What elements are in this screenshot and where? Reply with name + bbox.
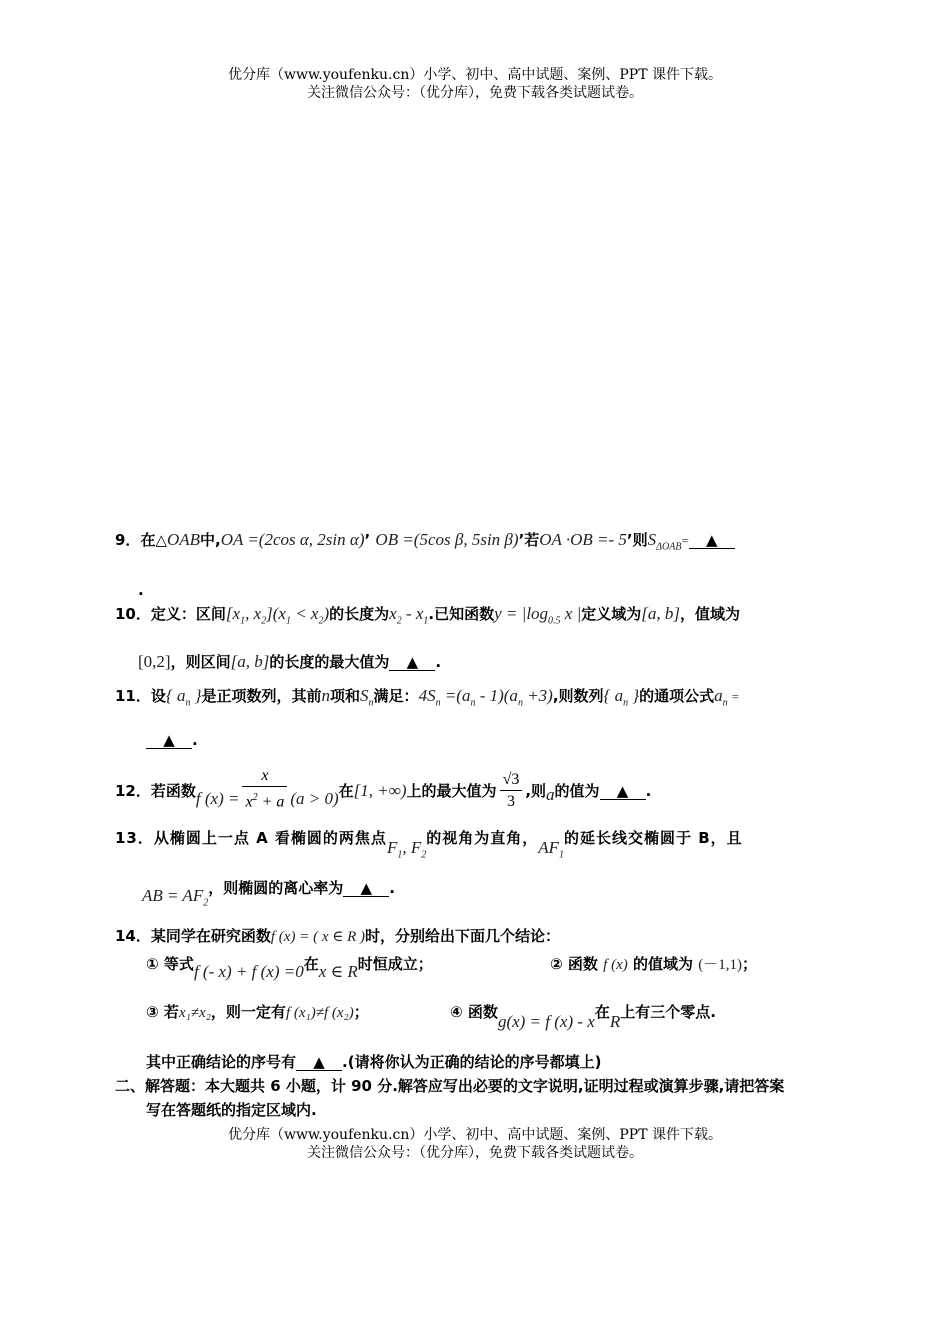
q14-c3-result: f (x₁)≠f (x₂) (285, 1005, 354, 1021)
q10-text: 定义：区间 (150, 605, 226, 623)
footer-line-1: 优分库（www.youfenku.cn）小学、初中、高中试题、案例、PPT 课件下载。 (227, 1127, 722, 1143)
q12-text: 若函数 (150, 782, 196, 801)
q11-equation: $4S_n =(a_n - 1)(a_n +3)$ (418, 686, 553, 709)
q10-text: ，则区间 (170, 653, 231, 671)
question-11-line-2 (146, 730, 871, 750)
question-13 (115, 828, 840, 861)
q10-text: 的长度为 (329, 605, 390, 623)
q11-text: 满足： (373, 687, 419, 705)
q12-denominator: $x^2 + a$ (245, 792, 285, 811)
q12-numerator: x (242, 766, 287, 787)
q11-number: 11． (115, 687, 151, 705)
q14-text: 某同学在研究函数 (150, 927, 271, 945)
q14-text: 在 (303, 955, 319, 973)
q10-interval-ab: [a, b] (230, 652, 270, 671)
q9-s: S (647, 530, 657, 549)
q9-vector-oa: OA =(2cos α, 2sin α) (220, 530, 365, 549)
q10-number: 10． (115, 605, 151, 623)
question-13-line-2 (142, 878, 867, 909)
question-9 (115, 530, 840, 557)
q14-conclusion-4 (450, 1002, 840, 1031)
q9-eq: = (681, 533, 689, 548)
q14-c1-domain: x ∈ R (318, 962, 358, 981)
q10-function: $y = |\log_{0.5}$ x | (494, 604, 582, 627)
q10-domain: [a, b] (641, 604, 681, 623)
q9-dot-product: OA ·OB =- 5 (539, 530, 627, 549)
q12-function: f (x) = (195, 789, 240, 809)
question-14 (115, 926, 840, 947)
q9-s-sub: ΔOAB (656, 541, 682, 553)
q13-text: 的延长线交椭圆于 B，且 (564, 829, 743, 847)
footer-banner (0, 1126, 950, 1162)
q14-text: 的值域为 (632, 955, 693, 973)
q14-c2-range: (－1,1) (698, 957, 742, 973)
q12-interval: [1, +∞) (353, 781, 407, 801)
q10-text: 定义域为 (581, 605, 642, 623)
q12-max-fraction (500, 770, 523, 813)
q11-text: 设 (150, 687, 166, 705)
q13-text: 的视角为直角， (426, 829, 539, 847)
q9-area (647, 530, 682, 553)
q14-text: .(请将你认为正确的结论的序号都填上) (342, 1053, 602, 1071)
q14-answer-line (146, 1052, 871, 1072)
q13-number: 13． (115, 829, 154, 847)
q9-text: 在△ (140, 531, 167, 549)
section-2-heading: 二、解答题：本大题共 6 小题，计 90 分.解答应写出必要的文字说明,证明过程或演算步骤,请把答案 (115, 1077, 785, 1095)
q12-max-denominator: 3 (506, 793, 515, 811)
q9-number: 9． (115, 531, 141, 549)
q14-text: 在 (594, 1003, 610, 1021)
q11-text: 项和 (330, 687, 361, 705)
q12-answer-blank[interactable]: ▲ (600, 783, 646, 800)
q12-text: 的值为 (554, 782, 600, 801)
q14-conclusion-2 (550, 954, 840, 975)
q14-function: f (x) = ( x ∈ R ) (270, 929, 365, 945)
q14-c4-label: ④ 函数 (450, 1003, 498, 1021)
footer-line-2: 关注微信公众号：（优分库），免费下载各类试题试卷。 (307, 1145, 643, 1161)
q14-c1-label: ① 等式 (146, 955, 194, 973)
q11-sequence: { $a_n$ } (165, 686, 202, 709)
q11-text: ,则数列 (552, 687, 604, 705)
q9-triangle: OAB (166, 530, 201, 549)
q14-text: 时恒成立； (357, 955, 433, 973)
q14-text: ； (353, 1003, 369, 1021)
q14-c4-domain: R (609, 1012, 621, 1031)
q11-sequence-2: { $a_n$ } (603, 686, 640, 709)
question-11 (115, 686, 840, 713)
q12-max-numerator: √3 (500, 770, 523, 791)
q13-equation: AB = $AF_2$ (142, 886, 209, 909)
q9-text: 中, (200, 531, 221, 549)
q12-a: a (546, 785, 555, 805)
q11-end: . (192, 731, 198, 749)
q14-number: 14． (115, 927, 151, 945)
q10-interval: [$x_1$, $x_2](x_1 < x_2)$ (225, 604, 330, 627)
q14-text: 上有三个零点. (620, 1003, 716, 1021)
q13-foci: $F_1$, $F_2$ (386, 838, 427, 861)
q11-text: 是正项数列，其前 (201, 687, 322, 705)
q11-n: n (321, 686, 331, 705)
q11-answer-blank[interactable]: ▲ (146, 732, 192, 749)
q12-fraction (242, 766, 287, 813)
q12-condition: (a > 0) (290, 789, 339, 809)
q11-sn: $S_n$ (360, 686, 374, 709)
question-10 (115, 604, 840, 631)
q9-text: ’若 (518, 531, 540, 549)
q14-c4-function: g(x) = f (x) - x (497, 1012, 595, 1031)
header-banner (0, 66, 950, 102)
q12-text: 在 (338, 782, 354, 801)
q10-answer-blank[interactable]: ▲ (389, 654, 435, 671)
q14-answer-blank[interactable]: ▲ (296, 1054, 342, 1071)
q13-end: . (389, 879, 395, 897)
q10-end: . (435, 653, 442, 671)
q9-end: . (138, 581, 144, 599)
q9-text: ’则 (626, 531, 648, 549)
question-10-line-2 (138, 652, 863, 672)
q14-text: 其中正确结论的序号有 (146, 1053, 297, 1071)
q9-text: ’ (364, 531, 371, 549)
q9-vector-ob: OB =(5cos β, 5sin β) (375, 530, 519, 549)
q12-text: 上的最大值为 (406, 782, 497, 801)
q14-c3-condition: x₁≠x₂ (178, 1005, 211, 1021)
q14-c2-function: f (x) (603, 957, 628, 973)
q14-text: 时，分别给出下面几个结论： (365, 927, 561, 945)
q10-length: $x_2 - x_1$ (389, 604, 429, 627)
q10-text: .已知函数 (428, 605, 495, 623)
q11-an: $a_n$ = (714, 686, 740, 709)
header-line-2: 关注微信公众号：（优分库），免费下载各类试题试卷。 (307, 85, 643, 101)
q12-end: . (645, 782, 652, 801)
q14-c2-label: ② 函数 (550, 955, 598, 973)
q14-text: ； (741, 955, 757, 973)
q10-text: 的长度的最大值为 (269, 653, 390, 671)
q13-text: ，则椭圆的离心率为 (208, 879, 344, 897)
q13-af1: $AF_1$ (538, 838, 565, 861)
q13-answer-blank[interactable]: ▲ (343, 880, 389, 897)
q14-c3-label: ③ 若 (146, 1003, 179, 1021)
q12-text: ,则 (525, 782, 547, 801)
q14-text: ，则一定有 (210, 1003, 286, 1021)
q10-range: [0,2] (138, 652, 171, 671)
q9-answer-blank[interactable]: ▲ (689, 532, 735, 549)
q10-text: ，值域为 (680, 605, 741, 623)
q13-text: 从椭圆上一点 A 看椭圆的两焦点 (153, 829, 387, 847)
header-line-1: 优分库（www.youfenku.cn）小学、初中、高中试题、案例、PPT 课件下载。 (227, 67, 722, 83)
q11-text: 的通项公式 (639, 687, 715, 705)
question-12 (115, 764, 840, 814)
q14-c1-equation: f (- x) + f (x) =0 (193, 962, 304, 981)
section-2-line-2: 写在答题纸的指定区域内. (146, 1101, 317, 1119)
q12-number: 12． (115, 782, 151, 801)
